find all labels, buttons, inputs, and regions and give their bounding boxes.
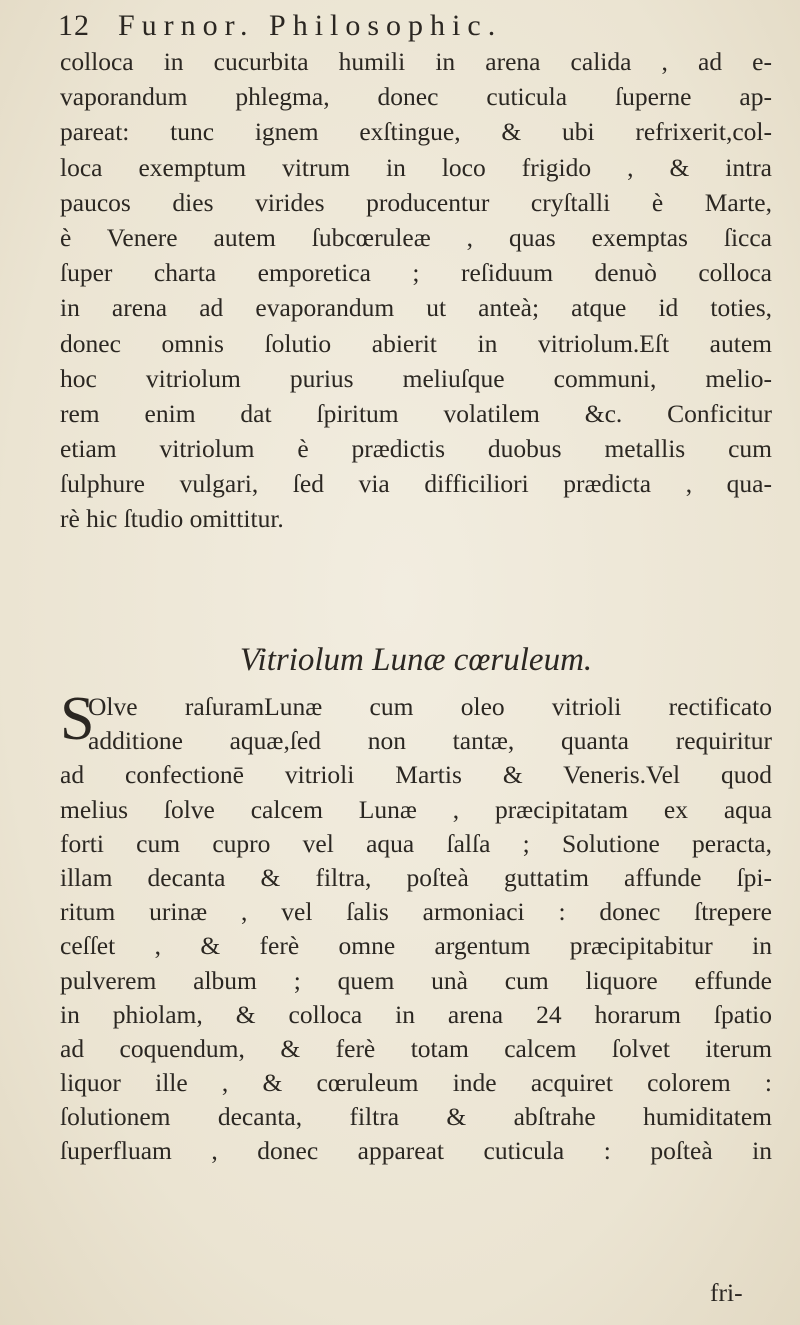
text-line: ad coquendum, & ferè totam calcem ſolvet iterum <box>60 1033 772 1063</box>
text-line: rè hic ſtudio omittitur. <box>60 504 284 534</box>
text-line: melius ſolve calcem Lunæ , præcipitatam ex aqua <box>60 794 772 824</box>
text-line: paucos dies virides producentur cryſtalli è Marte, <box>60 187 772 217</box>
text-line: ſuper charta emporetica ; reſiduum denuò colloca <box>60 258 772 288</box>
running-head <box>58 6 778 46</box>
text-line: etiam vitriolum è prædictis duobus metallis cum <box>60 434 772 464</box>
drop-cap: S <box>60 685 95 753</box>
text-line: in arena ad evaporandum ut anteà; atque id toties, <box>60 293 772 323</box>
text-line: donec omnis ſolutio abierit in vitriolum.Eſt autem <box>60 328 772 358</box>
text-line: ſolutionem decanta, filtra & abſtrahe humiditatem <box>60 1102 772 1132</box>
text-line: ceſſet , & ferè omne argentum præcipitabitur in <box>60 931 772 961</box>
section-heading: Vitriolum Lunæ cœruleum. <box>239 642 593 678</box>
text-line: ſuperfluam , donec appareat cuticula : poſteà in <box>60 1136 772 1166</box>
text-line: vaporandum phlegma, donec cuticula ſuperne ap- <box>60 82 772 112</box>
text-line: ritum urinæ , vel ſalis armoniaci : donec ſtrepere <box>60 897 772 927</box>
paragraph-two <box>60 685 772 1169</box>
text-line: additione aquæ,ſed non tantæ, quanta requiritur <box>88 726 772 756</box>
text-line: loca exemptum vitrum in loco frigido , & intra <box>60 152 772 182</box>
text-line: Olve raſuramLunæ cum oleo vitrioli rectificato <box>88 692 772 721</box>
paragraph-one <box>60 44 772 537</box>
text-line: in phiolam, & colloca in arena 24 horarum ſpatio <box>60 999 772 1029</box>
text-line: colloca in cucurbita humili in arena calida , ad e- <box>60 47 772 76</box>
text-line: pulverem album ; quem unà cum liquore effunde <box>60 965 772 995</box>
running-title: Furnor. Philosophic. <box>118 9 503 42</box>
text-line: è Venere autem ſubcœruleæ , quas exemptas ſicca <box>60 222 772 252</box>
text-line: ad confectionē vitrioli Martis & Veneris.Vel quod <box>60 760 772 790</box>
text-line: pareat: tunc ignem exſtingue, & ubi refrixerit,col- <box>60 117 772 147</box>
text-line: ſulphure vulgari, ſed via difficiliori prædicta , qua- <box>60 469 772 499</box>
text-line: forti cum cupro vel aqua ſalſa ; Solutione peracta, <box>60 828 772 858</box>
catchword: fri- <box>710 1278 743 1307</box>
text-line: rem enim dat ſpiritum volatilem &c. Conficitur <box>60 398 772 428</box>
text-line: hoc vitriolum purius meliuſque communi, melio- <box>60 363 772 393</box>
text-line: liquor ille , & cœruleum inde acquiret colorem : <box>60 1068 772 1098</box>
page-number: 12 <box>58 9 90 42</box>
text-line: illam decanta & filtra, poſteà guttatim affunde ſpi- <box>60 862 772 892</box>
